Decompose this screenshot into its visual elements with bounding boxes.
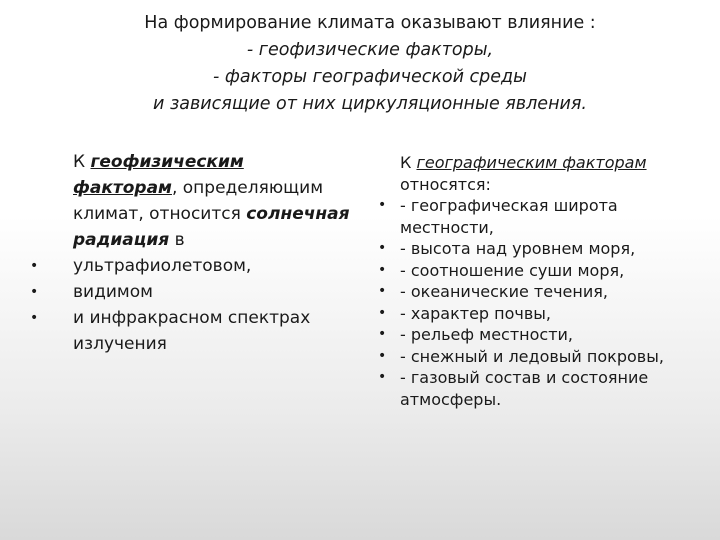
right-bullet-list <box>378 195 698 410</box>
list-item-text: - высота над уровнем моря, <box>400 239 636 258</box>
bullet-icon: • <box>30 284 39 300</box>
list-item-text: - океанические течения, <box>400 282 608 301</box>
left-intro-factors: факторам <box>73 178 172 198</box>
bullet-icon: • <box>378 369 387 385</box>
list-item-text: - характер почвы, <box>400 303 552 323</box>
list-item-text: ультрафиолетовом, <box>73 256 252 276</box>
title-line-1: На формирование климата оказывают влияние : <box>144 13 596 33</box>
list-item-text: - газовый состав и состояние атмосферы. <box>400 368 649 409</box>
list-item <box>378 260 698 282</box>
title-line-2: - геофизические факторы, <box>246 40 494 60</box>
left-intro <box>30 149 350 253</box>
right-intro-geographic-factors: географическим факторам <box>416 153 647 172</box>
list-item <box>30 279 350 305</box>
title-line-4: и зависящие от них циркуляционные явления. <box>153 94 587 114</box>
bullet-icon: • <box>30 258 39 274</box>
list-item <box>30 305 350 357</box>
left-intro-geophysical: геофизическим <box>90 152 244 172</box>
left-intro-solar-radiation: солнечная радиация <box>73 204 350 250</box>
bullet-icon: • <box>378 197 387 213</box>
left-intro-end: в <box>169 230 185 250</box>
bullet-icon: • <box>378 326 387 342</box>
left-column <box>30 149 350 357</box>
list-item-text: - географическая широта местности, <box>400 196 618 237</box>
slide-title <box>90 10 650 118</box>
list-item <box>378 281 698 303</box>
left-intro-middle: , определяющим климат, относится <box>73 178 324 224</box>
list-item-text: - рельеф местности, <box>400 325 574 344</box>
list-item <box>378 303 698 325</box>
title-line-3: - факторы географической среды <box>213 67 527 87</box>
list-item <box>378 346 698 368</box>
list-item-text: - соотношение суши моря, <box>400 260 625 280</box>
bullet-icon: • <box>378 240 387 256</box>
left-intro-prefix: К <box>73 152 91 172</box>
list-item <box>378 238 698 260</box>
left-bullet-list <box>30 253 350 357</box>
list-item-text: видимом <box>73 282 153 302</box>
bullet-icon: • <box>378 347 387 364</box>
list-item-text: - снежный и ледовый покровы, <box>400 346 664 366</box>
list-item <box>378 324 698 346</box>
list-item <box>378 195 698 238</box>
right-intro-prefix: К <box>400 153 417 172</box>
right-intro-end: относятся: <box>400 174 491 194</box>
list-item <box>30 253 350 279</box>
list-item <box>378 367 698 410</box>
right-column <box>378 152 698 410</box>
bullet-icon: • <box>30 310 39 326</box>
list-item-text: и инфракрасном спектрах излучения <box>73 308 311 354</box>
right-intro <box>378 152 698 195</box>
bullet-icon: • <box>378 304 387 321</box>
bullet-icon: • <box>378 283 387 299</box>
bullet-icon: • <box>378 261 387 278</box>
